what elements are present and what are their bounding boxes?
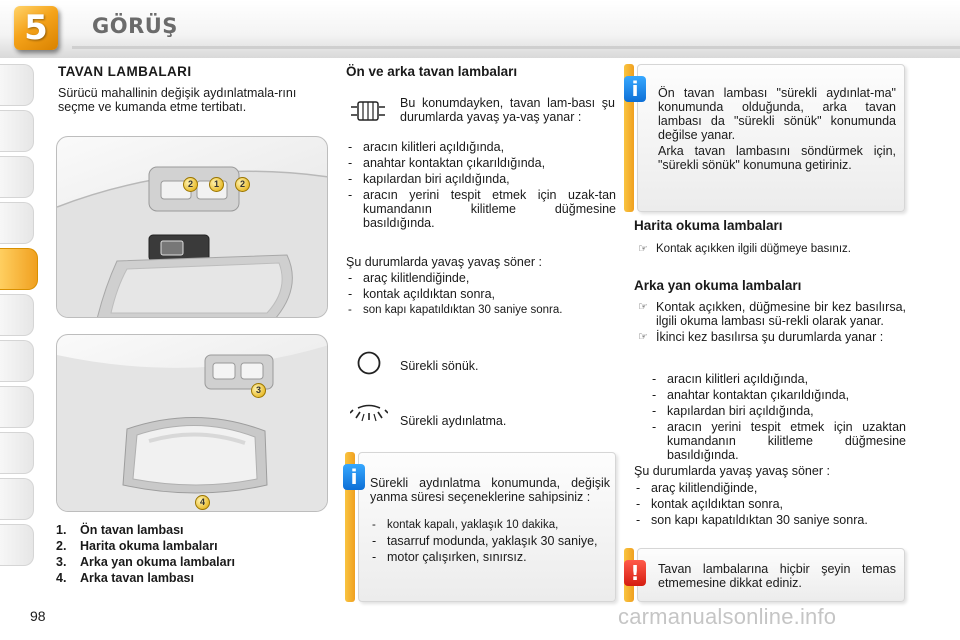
list-item: ☞ Kontak açıkken ilgili düğmeye basınız. (638, 243, 851, 255)
list-item: - kapılardan biri açıldığında, (346, 172, 616, 186)
chapter-tab-active[interactable] (0, 248, 38, 290)
info-icon: i (343, 464, 365, 490)
list-item: - aracın kilitleri açıldığında, (650, 372, 906, 386)
rear-fade-list (634, 481, 906, 529)
list-item: - son kapı kapatıldıktan 30 saniye sonra. (634, 513, 906, 527)
intro-text: Sürücü mahallinin değişik aydınlatmala-rını seçme ve kumanda etme tertibatı. (58, 86, 297, 114)
callout-1: 1 (209, 177, 224, 192)
info-note-p2: Arka tavan lambasını söndürmek için, "sürekli sönük" konumuna getiriniz. (658, 144, 896, 172)
chapter-tab[interactable] (0, 432, 34, 474)
list-item: - araç kilitlendiğinde, (346, 271, 618, 285)
list-item: ☞ Kontak açıkken, düğmesine bir kez basılırsa, ilgili okuma lambası sü-rekli olarak yanar. (638, 300, 906, 328)
duration-list (370, 518, 610, 566)
list-item: - aracın yerini tespit etmek için uzaktan kumandanın kilitleme düğmesine basıldığında. (650, 420, 906, 462)
door-mode-icon (350, 98, 386, 129)
hand-pointer-icon: ☞ (638, 243, 648, 255)
on-position-icon (350, 404, 388, 439)
chapter-tab[interactable] (0, 478, 34, 520)
chapter-tab[interactable] (0, 202, 34, 244)
hand-pointer-icon: ☞ (638, 301, 648, 313)
off-position-label: Sürekli sönük. (400, 359, 479, 373)
chapter-tab[interactable] (0, 156, 34, 198)
page-number: 98 (30, 608, 46, 624)
callout-4: 4 (195, 495, 210, 510)
lights-on-list (346, 140, 616, 232)
chapter-tab[interactable] (0, 294, 34, 336)
list-item: ☞ İkinci kez basılırsa şu durumlarda yanar : (638, 330, 884, 344)
list-item: - kontak açıldıktan sonra, (634, 497, 906, 511)
callout-2: 2 (235, 177, 250, 192)
chapter-badge: 5 (14, 6, 58, 50)
duration-note-text: Sürekli aydınlatma konumunda, değişik yanma süresi seçeneklerine sahipsiniz : (370, 476, 610, 504)
list-item: - araç kilitlendiğinde, (634, 481, 906, 495)
info-note-p1: Ön tavan lambası "sürekli aydınlat-ma" konumunda olduğunda, arka tavan lambası da "sürekli sönük" konumunda değilse yanar. (658, 86, 896, 142)
section-heading-map: Harita okuma lambaları (634, 218, 783, 233)
figure-front-lamps (56, 136, 328, 318)
fade-intro: Şu durumlarda yavaş yavaş söner : (346, 255, 542, 269)
rear-fade-intro: Şu durumlarda yavaş yavaş söner : (634, 464, 830, 478)
legend-item: 4. Arka tavan lambası (56, 571, 194, 585)
legend-item: 3. Arka yan okuma lambaları (56, 555, 235, 569)
section-heading-tavan: TAVAN LAMBALARI (58, 64, 192, 79)
list-item: - tasarruf modunda, yaklaşık 30 saniye, (370, 534, 610, 548)
section-heading-rear-reading: Arka yan okuma lambaları (634, 278, 802, 293)
list-item: - motor çalışırken, sınırsız. (370, 550, 610, 564)
figure-legend (56, 522, 235, 586)
list-item: - anahtar kontaktan çıkarıldığında, (346, 156, 616, 170)
watermark: carmanualsonline.info (618, 604, 837, 629)
rear-lamp-illustration (57, 335, 328, 512)
lights-off-list (346, 271, 618, 319)
door-mode-text: Bu konumdayken, tavan lam-bası şu durumlarda yavaş ya-vaş yanar : (400, 96, 615, 124)
warning-text: Tavan lambalarına hiçbir şeyin temas etmemesine dikkat ediniz. (658, 562, 896, 590)
chapter-tab[interactable] (0, 64, 34, 106)
header-divider (72, 46, 960, 49)
rear-reading-list (634, 300, 906, 346)
list-item: - aracın kilitleri açıldığında, (346, 140, 616, 154)
legend-item: 2. Harita okuma lambaları (56, 539, 218, 553)
figure-rear-lamps (56, 334, 328, 512)
chapter-tab[interactable] (0, 340, 34, 382)
list-item: - kontak açıldıktan sonra, (346, 287, 618, 301)
section-heading-front-rear: Ön ve arka tavan lambaları (346, 64, 518, 79)
on-position-label: Sürekli aydınlatma. (400, 414, 507, 428)
list-item: - aracın yerini tespit etmek için uzak-tan kumandanın kilitleme düğmesine basıldığında. (346, 188, 616, 230)
info-icon: i (624, 76, 646, 102)
callout-2: 2 (183, 177, 198, 192)
legend-item: 1. Ön tavan lambası (56, 523, 184, 537)
list-item: - anahtar kontaktan çıkarıldığında, (650, 388, 906, 402)
chapter-title: GÖRÜŞ (92, 14, 178, 38)
rear-reading-sublist (650, 372, 906, 464)
map-lamp-list (634, 242, 906, 258)
hand-pointer-icon: ☞ (638, 331, 648, 343)
warning-icon: ! (624, 560, 646, 586)
chapter-tab[interactable] (0, 110, 34, 152)
front-lamp-illustration (57, 137, 328, 318)
callout-3: 3 (251, 383, 266, 398)
list-item: - kontak kapalı, yaklaşık 10 dakika, (370, 518, 610, 532)
off-position-icon (356, 350, 382, 381)
chapter-tab[interactable] (0, 386, 34, 428)
chapter-tab[interactable] (0, 524, 34, 566)
list-item: - son kapı kapatıldıktan 30 saniye sonra. (346, 303, 618, 317)
list-item: - kapılardan biri açıldığında, (650, 404, 906, 418)
